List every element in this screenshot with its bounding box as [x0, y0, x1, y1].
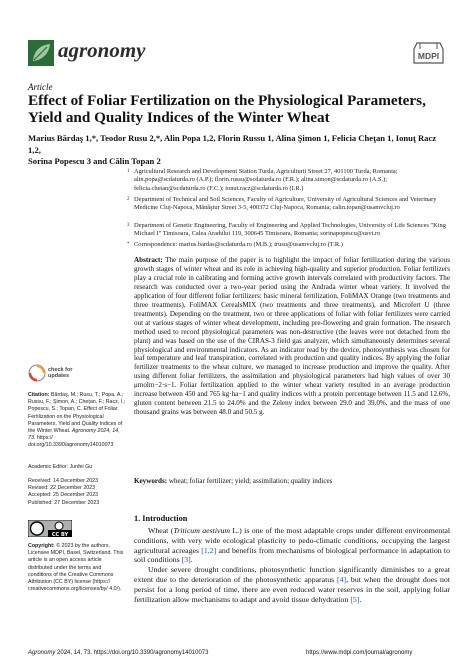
published-date: Published: 27 December 2023	[28, 499, 100, 506]
section-title-introduction: 1. Introduction	[134, 514, 188, 523]
text-run: Wheat (	[148, 526, 174, 535]
editor-label: Academic Editor:	[28, 464, 69, 470]
author-list	[28, 133, 448, 168]
affiliation-number: 2	[127, 197, 130, 202]
citation-link[interactable]: [3]	[181, 555, 191, 565]
copyright-text: © 2023 by the authors. Licensee MDPI, Basel, Switzerland. This article is an open access article distributed under the terms and conditions of the Creative Commons Attribution (CC BY) license (https:// creativecommons.org/licenses/by/ 4.0/).	[28, 543, 124, 593]
citation-link[interactable]: [1,2]	[201, 545, 217, 555]
citation-block	[28, 392, 126, 450]
affiliation-number: *	[127, 242, 130, 247]
correspondence-text: Correspondence: marius.bardas@scdaturda.ro (M.B.); trusu@usamvcluj.ro (T.R.)	[134, 241, 343, 248]
accepted-date: Accepted: 25 December 2023	[28, 492, 99, 499]
affiliation-text: Department of Technical and Soil Sciences, Faculty of Agriculture, University of Agricultural Sciences and Veterinary Medicine Cluj-Napoca, Mănăştur Street 3-5, 400372 Cluj-Napoca, Romania; calin.topan@usamvcluj.ro	[134, 196, 437, 212]
keywords	[134, 477, 450, 486]
citation-doi[interactable]: https:// doi.org/10.3390/agronomy14010073	[28, 435, 114, 449]
updates-label: check for updates	[48, 367, 73, 380]
article-type: Article	[28, 82, 53, 92]
intro-paragraph-1	[134, 526, 450, 565]
paper-title: Effect of Foliar Fertilization on the Physiological Parameters, Yield and Quality Indices of the Winter Wheat	[28, 92, 426, 127]
text-run: L.) is one of the most adaptable crops under different environmental conditions, with very wide ecological plasticity to pedo-climatic conditions, occupying the largest agricultural acreages	[134, 526, 451, 555]
cc-by-license-badge[interactable]	[28, 520, 72, 537]
text-run: .	[359, 594, 362, 604]
abstract-text: The main purpose of the paper is to highlight the impact of foliar fertilization during the various growth stages of winter wheat and its role in achieving high-quality and superior production. Foliar fertilizers play a crucial role in calibrating and forming active growth intervals correlated with productivity factors. The research was conducted over a two-year period using the Andrada winter wheat variety. It involved the application of four different foliar fertilizers: basic mineral fertilization, FoliMAX Orange (two treatments and three treatments), FoliMAX CerealsMIX (two treatments and three treatments), and Microfert U (three treatments). Depending on the treatment, two or three applications of foliar with foliar fertilizers were carried out at various stages of winter wheat development, including pre-flowering and grain formation. The research method used to record physiological parameters was non-destructive (the leaves were not detached from the plant) and was based on the use of the CIRAS-3 field gas analyzer, which simultaneously determines several physiological and environmental indicators. As an indicator read by the device, photosynthesis was chosen for leaf temperature and leaf transpiration, correlated with production and quality indices. By applying the foliar fertilizer treatments to the wheat culture, we managed to increase production and improve the quality. After using different foliar fertilizers, the assimilation and physiological parameters had high values of over 30 μmolm−2·s−1. Foliar fertilization applied to the winter wheat variety resulted in an average production increase between 450 and 765 kg·ha−1 and quality indices with a protein percentage between 11.5 and 12.6%, gluten content between 21.5 to 24.0% and the Zeleny index between 29.0 and 39.0%, and the mass of one thousand grains was between 48.0 and 50.5 g.	[134, 256, 450, 417]
citation-link[interactable]: [5]	[350, 594, 360, 604]
copyright-label: Copyright:	[28, 543, 55, 549]
affiliation-number: 1	[127, 169, 130, 174]
intro-paragraph-2	[134, 565, 450, 604]
footer-journal: Agronomy	[28, 650, 56, 656]
abstract	[134, 256, 450, 417]
affiliation-2	[127, 196, 449, 213]
keywords-label: Keywords:	[134, 477, 168, 485]
abstract-label: Abstract:	[134, 256, 163, 264]
mdpi-logo[interactable]	[412, 41, 445, 67]
author-line-1: Marius Bărdaş 1,*, Teodor Rusu 2,*, Alin Popa 1,2, Florin Russu 1, Alina Şimon 1, Felicia Cheţan 1, Ionuţ Racz 1,2,	[28, 133, 437, 155]
author-line-2: Sorina Popescu 3 and Călin Topan 2	[28, 156, 161, 166]
affiliation-text: Agricultural Research and Development Station Turda, Agriculturii Street 27, 401100 Turda, Romania; alin.popa@scdaturda.ro (A.P.); florin.russu@scdaturda.ro (F.R.); alina.simon@scdaturda.ro (A.S.); felicia.chetan@scdaturda.ro (F.C.); ionut.racz@scdaturda.ro (I.R.)	[134, 168, 398, 192]
received-date: Received: 14 December 2023	[28, 478, 99, 484]
affiliation-number: 3	[127, 223, 130, 228]
academic-editor	[28, 464, 126, 471]
journal-leaf-logo	[28, 40, 54, 66]
footer-citation	[28, 650, 208, 656]
text-run: Under severe drought conditions, photosynthetic function significantly diminishes to a great extent due to the deterioration of the photosynthetic apparatus	[134, 565, 450, 584]
cc-badge-text: CC BY	[51, 532, 69, 537]
footer-doi[interactable]: 2024, 14, 73. https://doi.org/10.3390/agronomy14010073	[55, 650, 209, 656]
correspondence	[127, 241, 449, 249]
introduction-body	[134, 526, 450, 604]
citation-label: Citation:	[28, 392, 50, 398]
text-run: and benefits from mechanisms of biological performance in adaptation to soil conditions	[134, 545, 450, 565]
citation-text: Bărdaş, M.; Rusu, T.; Popa, A.; Russu, F.; Şimon, A.; Cheţan, F.; Racz, I.; Popescu, S.; Topan, C. Effect of Foliar Fertilization on the Physiological Parameters, Yield and Quality Indices of the Winter Wheat.	[28, 392, 126, 435]
affiliation-text: Department of Genetic Engineering, Faculty of Engineering and Applied Technologies, University of Life Sciences "King Michael I" Timisoara, Calea Aradului 119, 300645 Timisoara, Romania; sorinapopescu@usvt.ro	[134, 222, 446, 238]
citation-journal: Agronomy 2024, 14, 73.	[28, 428, 120, 442]
revised-date: Revised: 22 December 2023	[28, 485, 96, 492]
affiliation-1	[127, 168, 449, 193]
text-run: , but when the drought does not persist for a long period of time, there are even reduced water reserves in the soil, applying foliar fertilization allow mechanisms to adapt and avoid tissue dehydration	[134, 574, 450, 604]
text-run: .	[190, 555, 193, 565]
keywords-text: wheat; foliar fertilizer; yield; assimilation; quality indices	[168, 477, 333, 485]
citation-link[interactable]: [4]	[337, 574, 347, 584]
check-for-updates-button[interactable]	[28, 363, 88, 385]
mdpi-logo-text: MDPI	[417, 51, 440, 61]
affiliation-3	[127, 222, 449, 239]
species-name: Triticum aestivum	[173, 526, 230, 535]
footer-journal-url[interactable]: https://www.mdpi.com/journal/agronomy	[306, 650, 413, 656]
copyright-notice	[28, 543, 126, 593]
journal-name: agronomy	[58, 38, 146, 62]
updates-badge-icon	[28, 363, 46, 383]
cc-by-icon	[28, 520, 72, 537]
publication-dates	[28, 478, 126, 507]
editor-name: Junfei Gu	[69, 464, 93, 470]
